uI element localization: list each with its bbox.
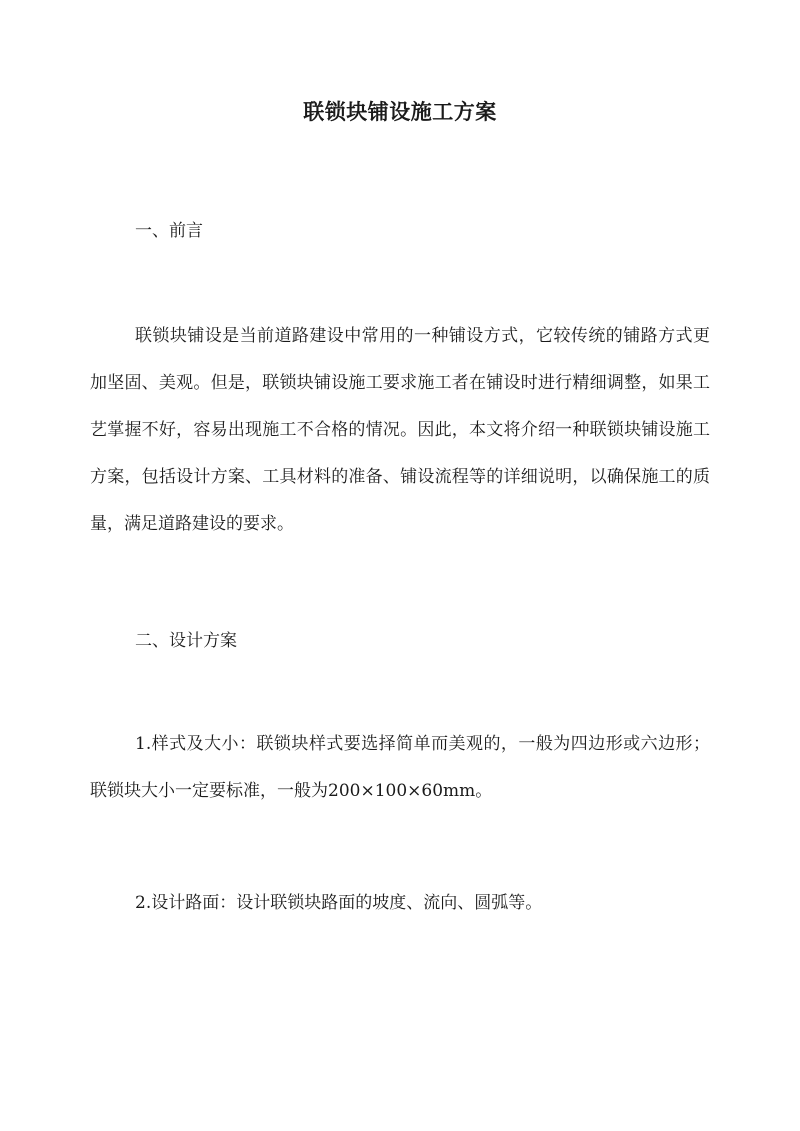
- document-title: 联锁块铺设施工方案: [303, 99, 497, 124]
- section-heading-design: 二、设计方案: [135, 631, 237, 651]
- design-item-road-surface: 2.设计路面：设计联锁块路面的坡度、流向、圆弧等。: [135, 893, 543, 913]
- section-heading-intro: 一、前言: [135, 221, 203, 241]
- intro-paragraph: 联锁块铺设是当前道路建设中常用的一种铺设方式，它较传统的铺路方式更加坚固、美观。但是，联锁块铺设施工要求施工者在铺设时进行精细调整，如果工艺掌握不好，容易出现施工不合格的情况。因此，本文将介绍一种联锁块铺设施工方案，包括设计方案、工具材料的准备、铺设流程等的详细说明，以确保施工的质量，满足道路建设的要求。: [90, 326, 710, 534]
- design-item-style-size: 1.样式及大小：联锁块样式要选择简单而美观的，一般为四边形或六边形；联锁块大小一定要标准，一般为200×100×60mm。: [90, 734, 710, 801]
